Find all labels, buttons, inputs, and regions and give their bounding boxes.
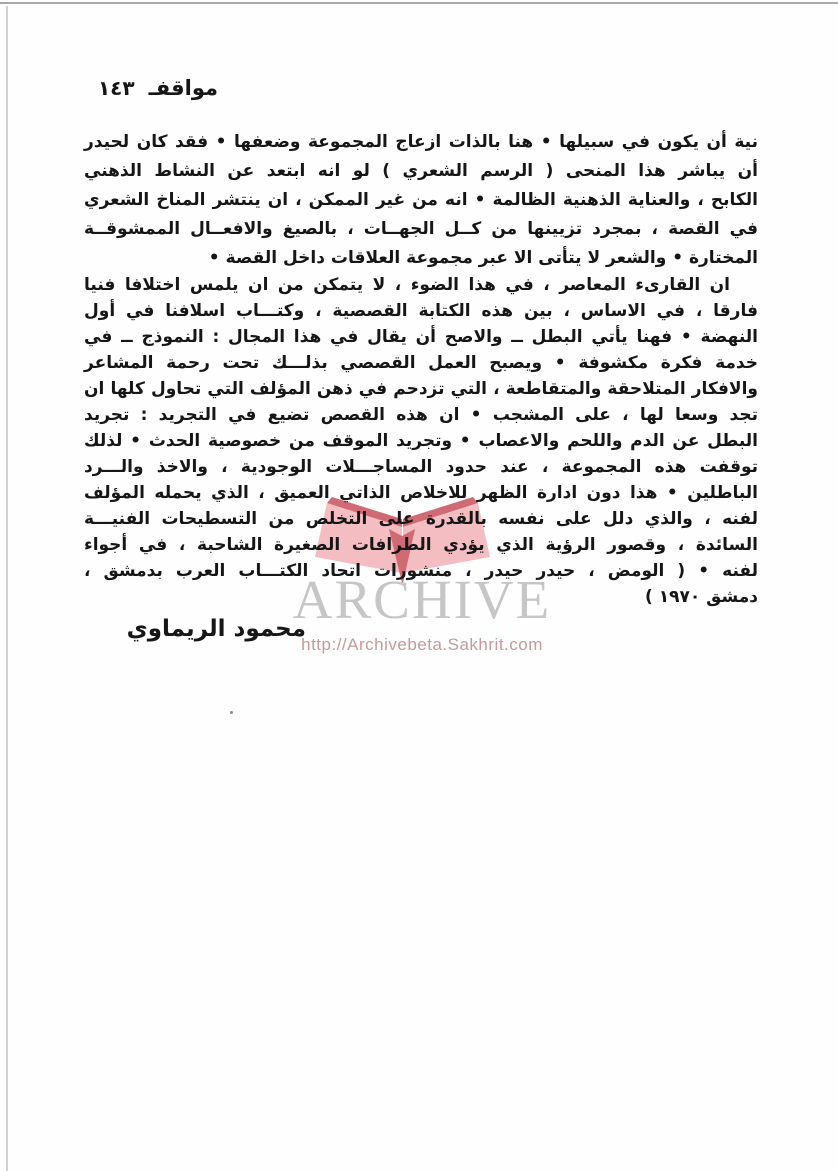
text-line: تجد وسعا لها ، على المشجب • ان هذه القصص تضيع في التجريد : تجريد	[84, 405, 758, 425]
text-line: دمشق ١٩٧٠ )	[644, 587, 758, 607]
text-line: نية أن يكون في سبيلها • هنا بالذات ازعاج المجموعة وضعفها • فقد كان لحيدر	[84, 132, 758, 152]
page-number: ١٤٣	[97, 76, 135, 100]
text-line: المختارة • والشعر لا يتأتى الا عبر مجموعة العلاقات داخل القصة •	[208, 248, 758, 268]
scan-top-edge-line	[0, 2, 838, 4]
scan-speck	[230, 711, 233, 714]
text-line: والافكار المتلاحقة والمتقاطعة ، التي تزدحم في ذهن المؤلف التي تحاول كلها ان	[84, 379, 758, 399]
text-line: في القصة ، بمجرد تزيينها من كــل الجهــات ، بالصيغ والافعــال الممشوقــة	[84, 219, 758, 239]
author-signature: محمود الريماوي	[126, 616, 306, 642]
text-line: أن يباشر هذا المنحى ( الرسم الشعري ) لو انه ابتعد عن النشاط الذهني	[84, 161, 758, 181]
archive-watermark-url: http://Archivebeta.Sakhrit.com	[301, 635, 543, 654]
text-line: السائدة ، وقصور الرؤية الذي يؤدي الطرافات الصغيرة الشاحبة ، في أجواء	[84, 535, 758, 555]
journal-title: مواقفـ	[148, 76, 218, 100]
text-line: النهضة • فهنا يأتي البطل ــ والاصح أن يقال في هذا المجال : النموذج ــ في	[84, 327, 758, 347]
scan-left-edge-line	[6, 6, 8, 1171]
archive-watermark-text: ARCHIVE	[292, 569, 552, 630]
text-line: ان القارىء المعاصر ، في هذا الضوء ، لا يتمكن من ان يلمس اختلافا فنيا	[84, 275, 730, 295]
paragraph-2	[84, 272, 758, 610]
page-header	[88, 76, 218, 100]
text-line: فارقا ، في الاساس ، بين هذه الكتابة القصصية ، وكتـــاب اسلافنا في أول	[84, 301, 758, 321]
text-line: البطل عن الدم واللحم والاعصاب • وتجريد الموقف من خصوصية الحدث • لذلك	[84, 431, 758, 451]
text-line: لفنه ، والذي دلل على نفسه بالقدرة على التخلص من التسطيحات الفنيـــة	[84, 509, 758, 529]
paragraph-1	[84, 128, 758, 273]
text-line: الباطلين • هذا دون ادارة الظهر للاخلاص الذاتي العميق ، الذي يحمله المؤلف	[84, 483, 758, 503]
text-line: توقفت هذه المجموعة ، عند حدود المساجـــلات الوجودية ، والاخذ والـــرد	[84, 457, 758, 477]
text-line: الكابح ، والعناية الذهنية الظالمة • انه من غير الممكن ، ان ينتشر المناخ الشعري	[84, 190, 758, 210]
text-line: لفنه • ( الومض ، حيدر حيدر ، منشورات اتحاد الكتـــاب العرب بدمشق ،	[84, 561, 758, 581]
text-line: خدمة فكرة مكشوفة • ويصبح العمل القصصي بذلـــك تحت رحمة المشاعر	[84, 353, 758, 373]
